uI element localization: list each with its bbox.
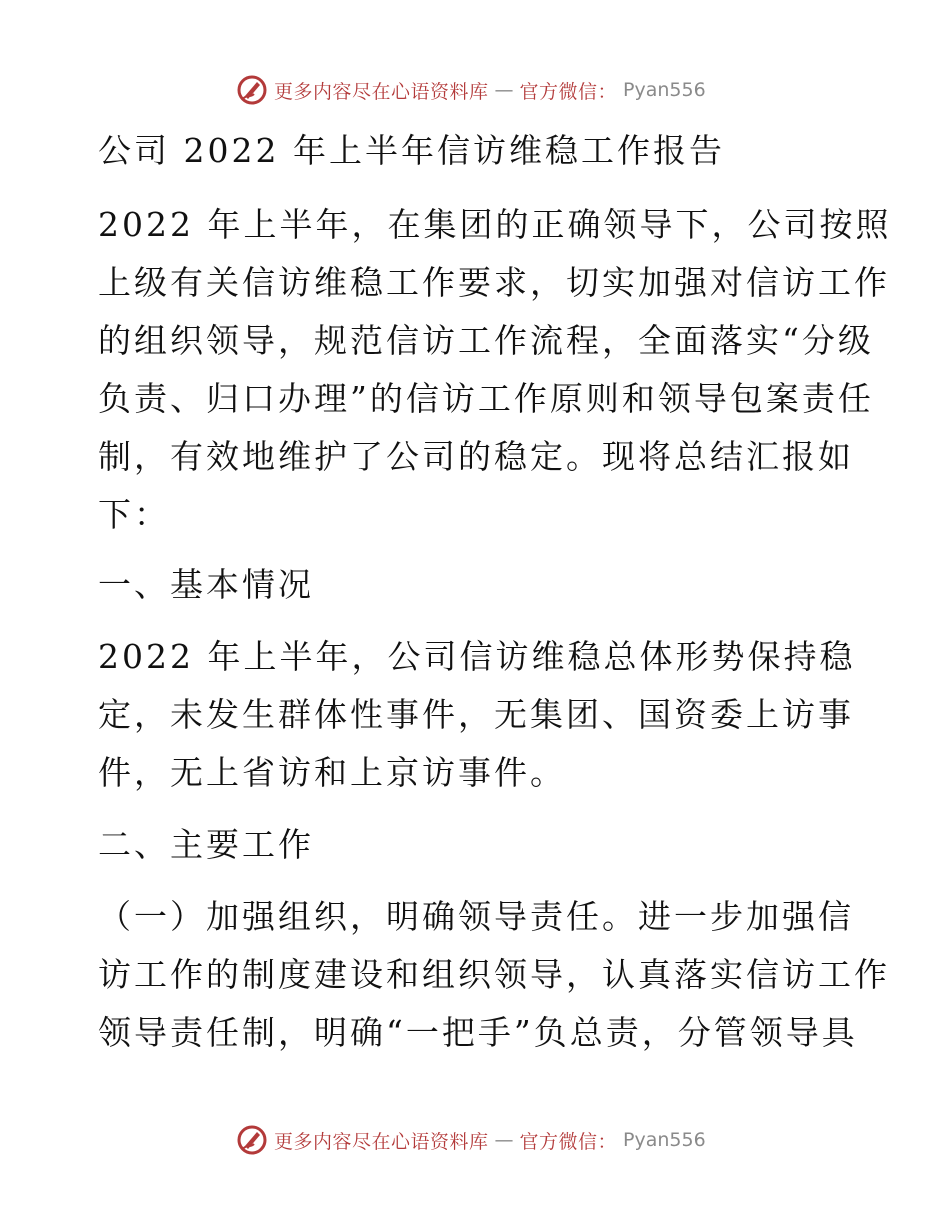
paragraph-line: 制，有效地维护了公司的稳定。现将总结汇报如 bbox=[98, 437, 854, 476]
paragraph-line: 2022 年上半年，在集团的正确领导下，公司按照 bbox=[98, 205, 892, 244]
document-title: 公司 2022 年上半年信访维稳工作报告 bbox=[98, 131, 725, 170]
paragraph-line: 的组织领导，规范信访工作流程，全面落实“分级 bbox=[98, 321, 874, 360]
section1-paragraph bbox=[98, 628, 858, 802]
watermark-separator: — bbox=[494, 1129, 514, 1151]
watermark-wechat-label: 官方微信： bbox=[519, 80, 618, 103]
paragraph-line: （一）加强组织，明确领导责任。进一步加强信 bbox=[98, 897, 854, 936]
watermark-wechat-id: Pyan556 bbox=[623, 79, 706, 101]
paragraph-line: 访工作的制度建设和组织领导，认真落实信访工作 bbox=[98, 955, 890, 994]
paragraph-line: 领导责任制，明确“一把手”负总责，分管领导具 bbox=[98, 1013, 858, 1052]
section2-paragraph bbox=[98, 888, 890, 1062]
paragraph-line: 下： bbox=[98, 495, 170, 534]
watermark-footer bbox=[236, 1123, 706, 1157]
paragraph-line: 2022 年上半年，公司信访维稳总体形势保持稳 bbox=[98, 637, 856, 676]
watermark-main-text: 更多内容尽在心语资料库 bbox=[274, 80, 489, 103]
paragraph-line: 上级有关信访维稳工作要求，切实加强对信访工作 bbox=[98, 263, 890, 302]
intro-paragraph bbox=[98, 196, 892, 544]
watermark-wechat-id: Pyan556 bbox=[623, 1129, 706, 1151]
pen-swirl-logo-icon bbox=[236, 74, 268, 106]
watermark-wechat-label: 官方微信： bbox=[519, 1130, 618, 1153]
paragraph-line: 件，无上省访和上京访事件。 bbox=[98, 753, 566, 792]
section-heading-basic: 一、基本情况 bbox=[98, 565, 314, 604]
paragraph-line: 定，未发生群体性事件，无集团、国资委上访事 bbox=[98, 695, 854, 734]
watermark-separator: — bbox=[494, 79, 514, 101]
pen-swirl-logo-icon bbox=[236, 1124, 268, 1156]
watermark-main-text: 更多内容尽在心语资料库 bbox=[274, 1130, 489, 1153]
document-body bbox=[98, 122, 892, 1062]
section-heading-main-work: 二、主要工作 bbox=[98, 825, 314, 864]
watermark-header bbox=[236, 73, 706, 107]
paragraph-line: 负责、归口办理”的信访工作原则和领导包案责任 bbox=[98, 379, 874, 418]
